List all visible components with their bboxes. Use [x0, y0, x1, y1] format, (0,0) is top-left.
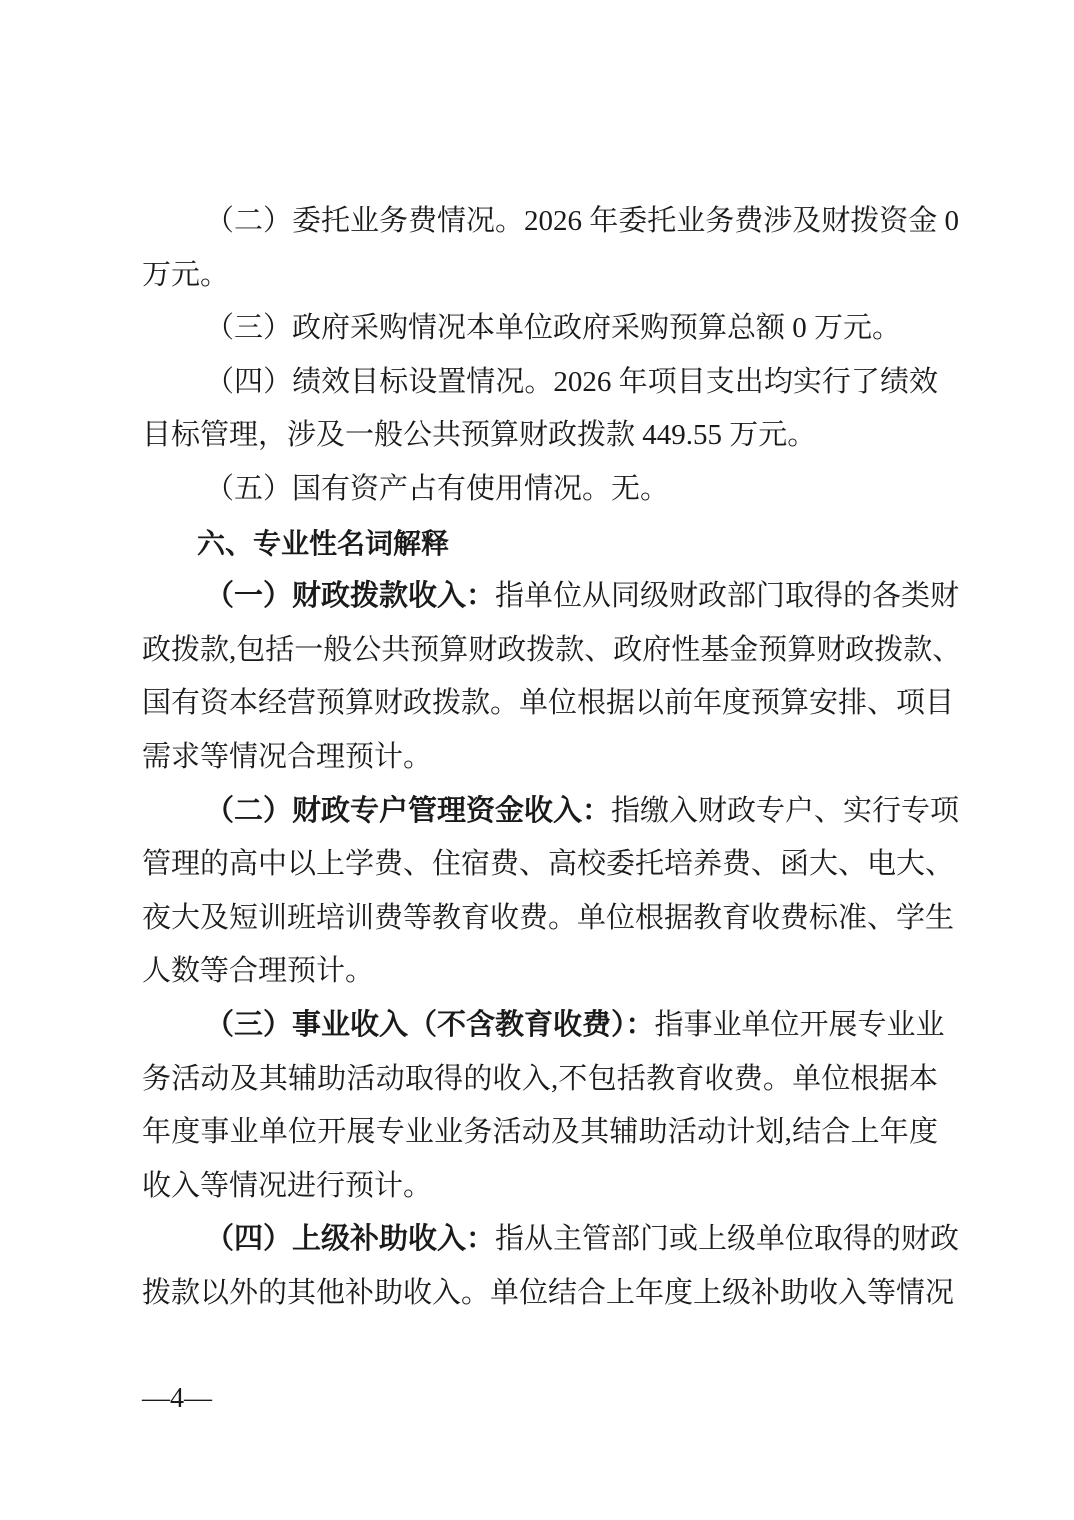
paragraph [142, 999, 945, 1213]
text-segment: 指单位从同级财政部门取得的各类财 [495, 580, 960, 613]
text-line [142, 249, 938, 303]
text-segment: 六、专业性名词解释 [197, 526, 450, 560]
text-segment: 政拨款,包括一般公共预算财政拨款、政府性基金预算财政拨款、 [142, 633, 962, 666]
paragraph [142, 785, 960, 999]
text-line [142, 731, 938, 785]
text-segment: （二）委托业务费情况。2026 年委托业务费涉及财拨资金 0 [205, 205, 960, 237]
text-segment: 收入等情况进行预计。 [142, 1169, 433, 1202]
paragraph [142, 302, 938, 356]
text-segment: 万元。 [142, 258, 230, 291]
term-label: （一）财政拨款收入： [205, 580, 496, 613]
text-segment: 指事业单位开展专业业 [654, 1008, 945, 1041]
text-line [142, 570, 960, 624]
text-segment: （三）政府采购情况本单位政府采购预算总额 0 万元。 [205, 312, 902, 345]
text-line [142, 624, 962, 678]
text-line [142, 356, 938, 410]
text-line [142, 1213, 960, 1267]
term-label: （二）财政专户管理资金收入： [205, 794, 612, 827]
text-line [142, 1267, 955, 1321]
term-label: （三）事业收入（不含教育收费）： [205, 1008, 655, 1041]
text-line [142, 892, 955, 946]
text-segment: 拨款以外的其他补助收入。单位结合上年度上级补助收入等情况 [142, 1276, 955, 1309]
text-segment: 管理的高中以上学费、住宿费、高校委托培养费、函大、电大、 [142, 848, 955, 881]
text-segment: （四）绩效目标设置情况。2026 年项目支出均实行了绩效 [205, 365, 938, 398]
text-line [142, 677, 955, 731]
paragraph [142, 463, 938, 517]
paragraph [142, 195, 960, 302]
text-line [142, 517, 938, 571]
text-segment: 年度事业单位开展专业业务活动及其辅助活动计划,结合上年度 [142, 1116, 938, 1149]
text-segment: 需求等情况合理预计。 [142, 740, 433, 773]
text-segment: 国有资本经营预算财政拨款。单位根据以前年度预算安排、项目 [142, 687, 955, 720]
text-line [142, 1053, 938, 1107]
text-line [142, 999, 945, 1053]
page-number: —4— [142, 1383, 212, 1414]
text-line [142, 195, 960, 249]
text-segment: 指缴入财政专户、实行专项 [611, 794, 960, 827]
paragraph [142, 1213, 960, 1320]
text-line [142, 785, 960, 839]
document-body [142, 195, 962, 1320]
text-segment: 人数等合理预计。 [142, 955, 375, 988]
term-label: （四）上级补助收入： [205, 1223, 496, 1256]
paragraph [142, 356, 938, 463]
text-line [142, 945, 938, 999]
text-segment: 目标管理，涉及一般公共预算财政拨款 449.55 万元。 [142, 419, 817, 452]
section-heading [142, 517, 938, 571]
text-line [142, 302, 938, 356]
text-line [142, 838, 955, 892]
text-segment: 夜大及短训班培训费等教育收费。单位根据教育收费标准、学生 [142, 901, 955, 934]
text-line [142, 409, 938, 463]
text-line [142, 1160, 938, 1214]
paragraph [142, 570, 962, 784]
text-line [142, 463, 938, 517]
text-segment: （五）国有资产占有使用情况。无。 [205, 472, 670, 505]
text-segment: 务活动及其辅助活动取得的收入,不包括教育收费。单位根据本 [142, 1062, 938, 1095]
text-segment: 指从主管部门或上级单位取得的财政 [495, 1223, 960, 1256]
text-line [142, 1106, 938, 1160]
